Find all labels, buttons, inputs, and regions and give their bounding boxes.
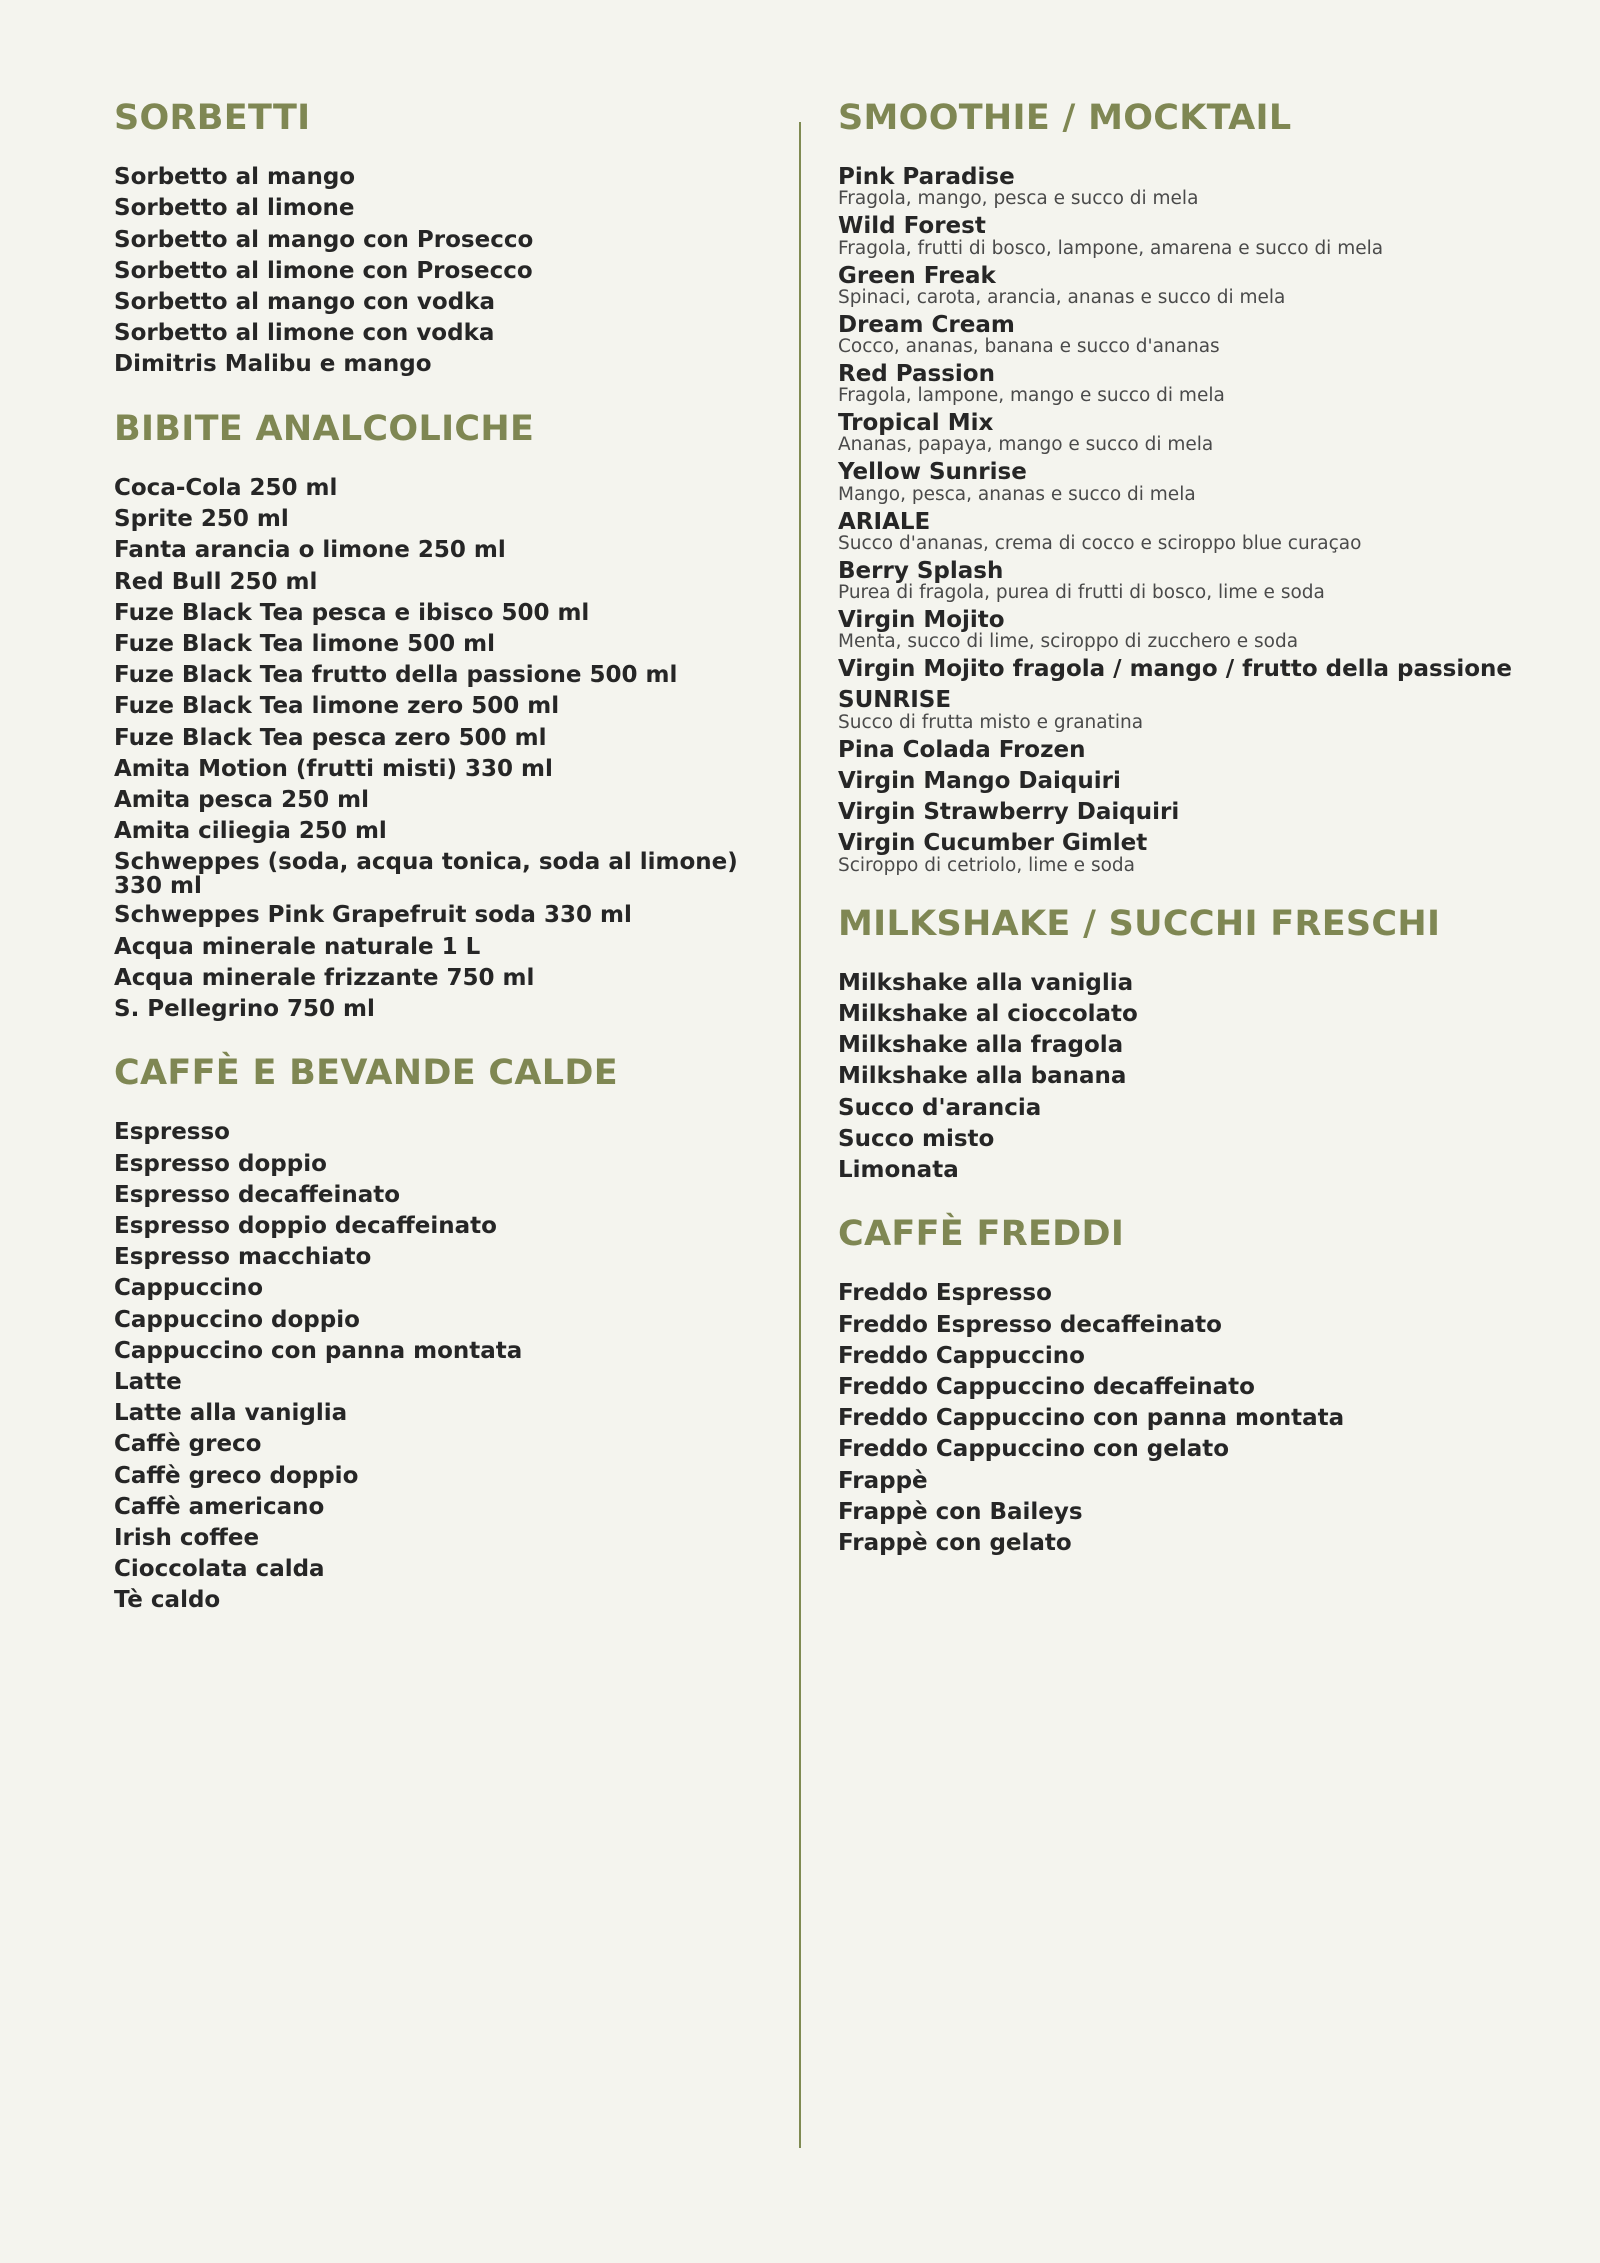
- menu-item: [114, 1429, 754, 1460]
- menu-item: [838, 685, 1518, 732]
- menu-item: [838, 797, 1518, 828]
- menu-item: [114, 1149, 754, 1180]
- menu-item-name: Sorbetto al limone: [114, 195, 355, 222]
- menu-item-name: Espresso decaffeinato: [114, 1181, 401, 1208]
- menu-item: [114, 349, 754, 380]
- menu-item-name: Schweppes (soda, acqua tonica, soda al limone) 330 ml: [114, 849, 738, 900]
- menu-item-name: Cappuccino: [114, 1275, 264, 1302]
- menu-item: [838, 654, 1518, 685]
- item-list: [114, 1117, 754, 1616]
- menu-item-name: Acqua minerale naturale 1 L: [114, 933, 481, 960]
- menu-item-name: Dimitris Malibu e mango: [114, 351, 432, 378]
- menu-item-name: Tropical Mix: [838, 410, 994, 437]
- menu-item: [114, 785, 754, 816]
- menu-item: [114, 1336, 754, 1367]
- menu-item-name: Pink Paradise: [838, 164, 1015, 191]
- menu-item-description: Mango, pesca, ananas e succo di mela: [838, 483, 1196, 505]
- menu-item: [838, 261, 1518, 308]
- section-smoothie-mocktail: [838, 98, 1518, 876]
- menu-item: [114, 847, 754, 900]
- menu-item-name: Freddo Cappuccino: [838, 1342, 1085, 1369]
- section-title: CAFFÈ E BEVANDE CALDE: [114, 1053, 618, 1094]
- menu-item: [114, 225, 754, 256]
- menu-item: [838, 1310, 1518, 1341]
- menu-item-name: Virgin Mojito: [838, 607, 1005, 634]
- menu-item-description: Succo di frutta misto e granatina: [838, 711, 1144, 733]
- menu-item-name: Espresso doppio: [114, 1150, 327, 1177]
- column-divider: [799, 122, 801, 2148]
- menu-item: [838, 1093, 1518, 1124]
- menu-item-name: Fuze Black Tea limone zero 500 ml: [114, 693, 560, 720]
- menu-item: [838, 162, 1518, 209]
- menu-item-description: Ananas, papaya, mango e succo di mela: [838, 434, 1214, 456]
- right-column: [838, 98, 1518, 1587]
- left-column: [114, 98, 754, 1645]
- menu-item: [114, 473, 754, 504]
- menu-item-name: Fuze Black Tea frutto della passione 500 ml: [114, 662, 678, 689]
- menu-item-name: Milkshake alla banana: [838, 1063, 1127, 1090]
- menu-item-name: Green Freak: [838, 262, 996, 289]
- menu-item-description: Spinaci, carota, arancia, ananas e succo di mela: [838, 286, 1286, 308]
- menu-item: [838, 359, 1518, 406]
- menu-item: [114, 287, 754, 318]
- menu-item-name: Berry Splash: [838, 557, 1004, 584]
- menu-item-name: Tè caldo: [114, 1587, 221, 1614]
- menu-item-name: Espresso: [114, 1119, 230, 1146]
- menu-item: [114, 162, 754, 193]
- menu-item: [114, 1242, 754, 1273]
- menu-item: [838, 1030, 1518, 1061]
- menu-item: [114, 535, 754, 566]
- menu-item-name: Frappè: [838, 1467, 928, 1494]
- menu-item: [838, 211, 1518, 258]
- menu-item-description: Fragola, lampone, mango e succo di mela: [838, 385, 1225, 407]
- menu-item: [114, 1585, 754, 1616]
- menu-item-name: Amita Motion (frutti misti) 330 ml: [114, 755, 553, 782]
- menu-item-name: Red Bull 250 ml: [114, 568, 318, 595]
- menu-item: [114, 1554, 754, 1585]
- menu-item-name: Fuze Black Tea pesca zero 500 ml: [114, 724, 547, 751]
- menu-item: [838, 1372, 1518, 1403]
- menu-item: [838, 1497, 1518, 1528]
- menu-item-name: Latte alla vaniglia: [114, 1400, 348, 1427]
- menu-item-name: Red Passion: [838, 361, 995, 388]
- section-title: MILKSHAKE / SUCCHI FRESCHI: [838, 903, 1441, 944]
- section-sorbetti: [114, 98, 754, 381]
- menu-item: [114, 504, 754, 535]
- menu-item-name: Fuze Black Tea pesca e ibisco 500 ml: [114, 599, 590, 626]
- menu-item-name: ARIALE: [838, 508, 931, 535]
- menu-item-name: Dream Cream: [838, 311, 1015, 338]
- menu-item: [838, 556, 1518, 603]
- menu-item: [838, 735, 1518, 766]
- menu-item: [114, 754, 754, 785]
- section-milkshake-succhi: [838, 904, 1518, 1187]
- item-list: [114, 162, 754, 380]
- menu-item-name: Cioccolata calda: [114, 1556, 325, 1583]
- menu-item-name: Succo d'arancia: [838, 1094, 1042, 1121]
- menu-item-name: Cappuccino doppio: [114, 1306, 360, 1333]
- menu-item: [838, 310, 1518, 357]
- menu-item-name: Sorbetto al limone con Prosecco: [114, 257, 533, 284]
- menu-item-name: Milkshake al cioccolato: [838, 1000, 1138, 1027]
- menu-item: [114, 723, 754, 754]
- menu-item: [114, 816, 754, 847]
- menu-item: [114, 660, 754, 691]
- menu-item-description: Fragola, mango, pesca e succo di mela: [838, 188, 1199, 210]
- menu-item: [114, 691, 754, 722]
- menu-item-name: Sorbetto al mango con Prosecco: [114, 226, 534, 253]
- item-list: [838, 968, 1518, 1186]
- menu-item-description: Succo d'ananas, crema di cocco e sciroppo blue curaçao: [838, 532, 1362, 554]
- menu-item-description: Fragola, frutti di bosco, lampone, amarena e succo di mela: [838, 237, 1384, 259]
- menu-item: [838, 1061, 1518, 1092]
- item-list: [838, 162, 1518, 875]
- menu-item: [838, 828, 1518, 875]
- menu-item-name: Freddo Espresso decaffeinato: [838, 1311, 1222, 1338]
- menu-item: [114, 1461, 754, 1492]
- menu-item-name: Pina Colada Frozen: [838, 736, 1086, 763]
- menu-item-name: Amita ciliegia 250 ml: [114, 818, 387, 845]
- menu-item: [838, 1466, 1518, 1497]
- menu-item: [114, 318, 754, 349]
- menu-item-name: Succo misto: [838, 1125, 995, 1152]
- menu-item: [114, 1117, 754, 1148]
- menu-item: [838, 605, 1518, 652]
- menu-item-name: Freddo Cappuccino con panna montata: [838, 1405, 1345, 1432]
- menu-item-name: Cappuccino con panna montata: [114, 1337, 523, 1364]
- menu-item-name: Frappè con gelato: [838, 1530, 1072, 1557]
- menu-item-name: Freddo Cappuccino decaffeinato: [838, 1374, 1255, 1401]
- menu-item-name: Sorbetto al mango: [114, 164, 356, 191]
- menu-item-name: Sorbetto al mango con vodka: [114, 289, 496, 316]
- menu-item: [838, 1403, 1518, 1434]
- menu-item-name: Virgin Mojito fragola / mango / frutto della passione: [838, 656, 1513, 683]
- menu-item: [114, 193, 754, 224]
- menu-item-name: Sprite 250 ml: [114, 506, 289, 533]
- menu-item: [838, 1124, 1518, 1155]
- menu-item: [114, 1523, 754, 1554]
- menu-item: [838, 1341, 1518, 1372]
- menu-item: [114, 1398, 754, 1429]
- menu-item-name: Latte: [114, 1369, 182, 1396]
- menu-item: [838, 766, 1518, 797]
- menu-item-name: Freddo Cappuccino con gelato: [838, 1436, 1230, 1463]
- menu-item: [114, 598, 754, 629]
- section-title: BIBITE ANALCOLICHE: [114, 408, 535, 449]
- menu-item: [114, 994, 754, 1025]
- menu-item: [114, 1211, 754, 1242]
- menu-item-name: Wild Forest: [838, 213, 986, 240]
- menu-item-name: Milkshake alla fragola: [838, 1032, 1124, 1059]
- menu-item: [114, 567, 754, 598]
- section-bibite-analcoliche: [114, 409, 754, 1026]
- menu-item-name: Caffè greco: [114, 1431, 262, 1458]
- menu-item: [114, 1273, 754, 1304]
- item-list: [114, 473, 754, 1025]
- menu-item-name: Acqua minerale frizzante 750 ml: [114, 964, 535, 991]
- menu-item-name: Schweppes Pink Grapefruit soda 330 ml: [114, 902, 632, 929]
- menu-item-description: Cocco, ananas, banana e succo d'ananas: [838, 336, 1220, 358]
- menu-item: [838, 408, 1518, 455]
- menu-item-name: Yellow Sunrise: [838, 459, 1027, 486]
- menu-item-name: Fuze Black Tea limone 500 ml: [114, 630, 495, 657]
- section-caffe-bevande-calde: [114, 1053, 754, 1617]
- menu-item-name: Caffè americano: [114, 1493, 325, 1520]
- menu-item-name: S. Pellegrino 750 ml: [114, 995, 375, 1022]
- menu-item-name: Freddo Espresso: [838, 1280, 1052, 1307]
- menu-item: [838, 1434, 1518, 1465]
- menu-item-description: Purea di fragola, purea di frutti di bosco, lime e soda: [838, 582, 1325, 604]
- menu-item-description: Menta, succo di lime, sciroppo di zucchero e soda: [838, 631, 1299, 653]
- menu-item: [114, 1492, 754, 1523]
- menu-item-name: Frappè con Baileys: [838, 1498, 1083, 1525]
- menu-item: [114, 900, 754, 931]
- section-caffe-freddi: [838, 1214, 1518, 1559]
- section-title: SORBETTI: [114, 98, 311, 138]
- section-title: CAFFÈ FREDDI: [838, 1214, 1125, 1255]
- menu-item: [838, 968, 1518, 999]
- section-title: SMOOTHIE / MOCKTAIL: [838, 98, 1292, 138]
- menu-item-name: Virgin Strawberry Daiquiri: [838, 799, 1180, 826]
- menu-item-name: Virgin Cucumber Gimlet: [838, 830, 1148, 857]
- menu-item: [838, 507, 1518, 554]
- menu-item-name: Caffè greco doppio: [114, 1462, 359, 1489]
- menu-item: [838, 1528, 1518, 1559]
- menu-item: [114, 256, 754, 287]
- menu-item: [114, 963, 754, 994]
- menu-item-name: SUNRISE: [838, 687, 952, 714]
- menu-item-name: Milkshake alla vaniglia: [838, 969, 1134, 996]
- menu-item-name: Irish coffee: [114, 1525, 260, 1552]
- menu-item-name: Virgin Mango Daiquiri: [838, 767, 1121, 794]
- menu-item: [114, 1367, 754, 1398]
- item-list: [838, 1278, 1518, 1559]
- menu-item-name: Coca-Cola 250 ml: [114, 474, 338, 501]
- menu-item: [114, 1180, 754, 1211]
- menu-item-name: Sorbetto al limone con vodka: [114, 320, 495, 347]
- menu-item-name: Espresso doppio decaffeinato: [114, 1213, 497, 1240]
- menu-item: [114, 1305, 754, 1336]
- menu-item: [114, 932, 754, 963]
- menu-item: [114, 629, 754, 660]
- menu-item-description: Sciroppo di cetriolo, lime e soda: [838, 854, 1135, 876]
- menu-item-name: Fanta arancia o limone 250 ml: [114, 537, 506, 564]
- menu-item: [838, 1155, 1518, 1186]
- menu-item: [838, 457, 1518, 504]
- menu-item-name: Espresso macchiato: [114, 1244, 372, 1271]
- menu-item: [838, 1278, 1518, 1309]
- menu-item-name: Limonata: [838, 1156, 959, 1183]
- menu-item: [838, 999, 1518, 1030]
- menu-item-name: Amita pesca 250 ml: [114, 786, 369, 813]
